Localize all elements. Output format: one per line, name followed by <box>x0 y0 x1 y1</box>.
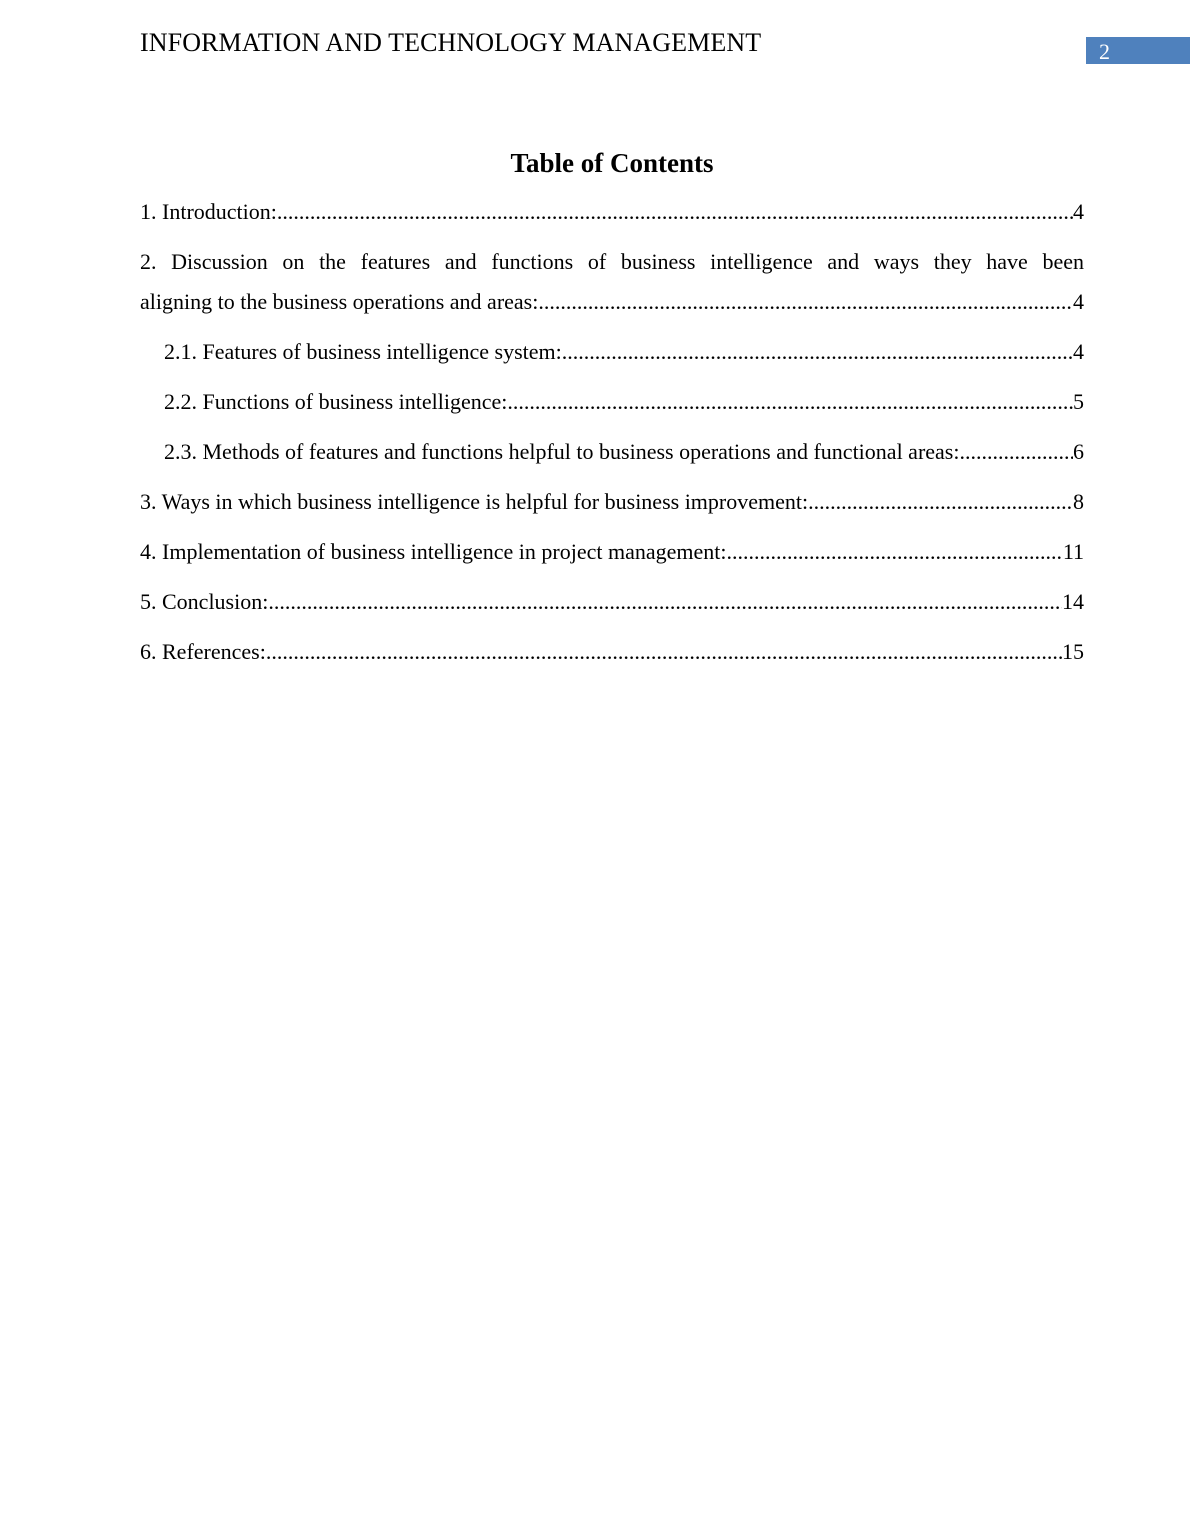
page-number: 2 <box>1099 39 1110 64</box>
toc-entry-references[interactable] <box>140 632 1084 672</box>
toc-entry-label: 2.1. Features of business intelligence system: <box>164 339 562 364</box>
toc-entry-features[interactable] <box>140 332 1084 372</box>
toc-entry-functions[interactable] <box>140 382 1084 422</box>
page-number-badge <box>1086 37 1190 64</box>
toc-entry-ways[interactable] <box>140 482 1084 522</box>
toc-entry-label: 1. Introduction: <box>140 199 277 224</box>
toc-entry-page: 11 <box>1062 539 1084 564</box>
toc-entry-label: 5. Conclusion: <box>140 589 269 614</box>
dot-leader <box>538 282 1073 322</box>
toc-entry-page: 4 <box>1073 199 1084 224</box>
toc-entry-label-line2: aligning to the business operations and areas: <box>140 289 539 314</box>
toc-heading: Table of Contents <box>510 148 714 178</box>
toc-entry-label: 3. Ways in which business intelligence is helpful for business improvement: <box>140 489 809 514</box>
toc-entry-page: 8 <box>1073 489 1084 514</box>
running-header-title: INFORMATION AND TECHNOLOGY MANAGEMENT <box>140 28 762 57</box>
dot-leader <box>727 532 1063 572</box>
toc-entry-page: 15 <box>1062 639 1084 664</box>
dot-leader <box>562 332 1073 372</box>
dot-leader <box>808 482 1073 522</box>
dot-leader <box>277 192 1073 232</box>
toc-entry-label: 2.3. Methods of features and functions helpful to business operations and functional areas: <box>164 439 960 464</box>
toc-entry-page: 4 <box>1073 289 1084 314</box>
dot-leader <box>268 582 1062 622</box>
dot-leader <box>266 632 1062 672</box>
toc-entry-discussion[interactable] <box>140 242 1084 322</box>
toc-entry-page: 5 <box>1073 389 1084 414</box>
toc-entry-label-line1: 2. Discussion on the features and functions of business intelligence and ways they have been <box>140 249 1084 274</box>
toc-entry-label: 6. References: <box>140 639 266 664</box>
toc-entry-label: 2.2. Functions of business intelligence: <box>164 389 508 414</box>
dot-leader <box>507 382 1073 422</box>
toc-entry-introduction[interactable] <box>140 192 1084 232</box>
toc-entry-page: 6 <box>1073 439 1084 464</box>
toc-entry-label: 4. Implementation of business intelligence in project management: <box>140 539 727 564</box>
dot-leader <box>959 432 1073 472</box>
table-of-contents <box>140 192 1084 682</box>
toc-entry-page: 14 <box>1062 589 1084 614</box>
toc-entry-methods[interactable] <box>140 432 1084 472</box>
toc-entry-conclusion[interactable] <box>140 582 1084 622</box>
toc-entry-implementation[interactable] <box>140 532 1084 572</box>
toc-entry-page: 4 <box>1073 339 1084 364</box>
